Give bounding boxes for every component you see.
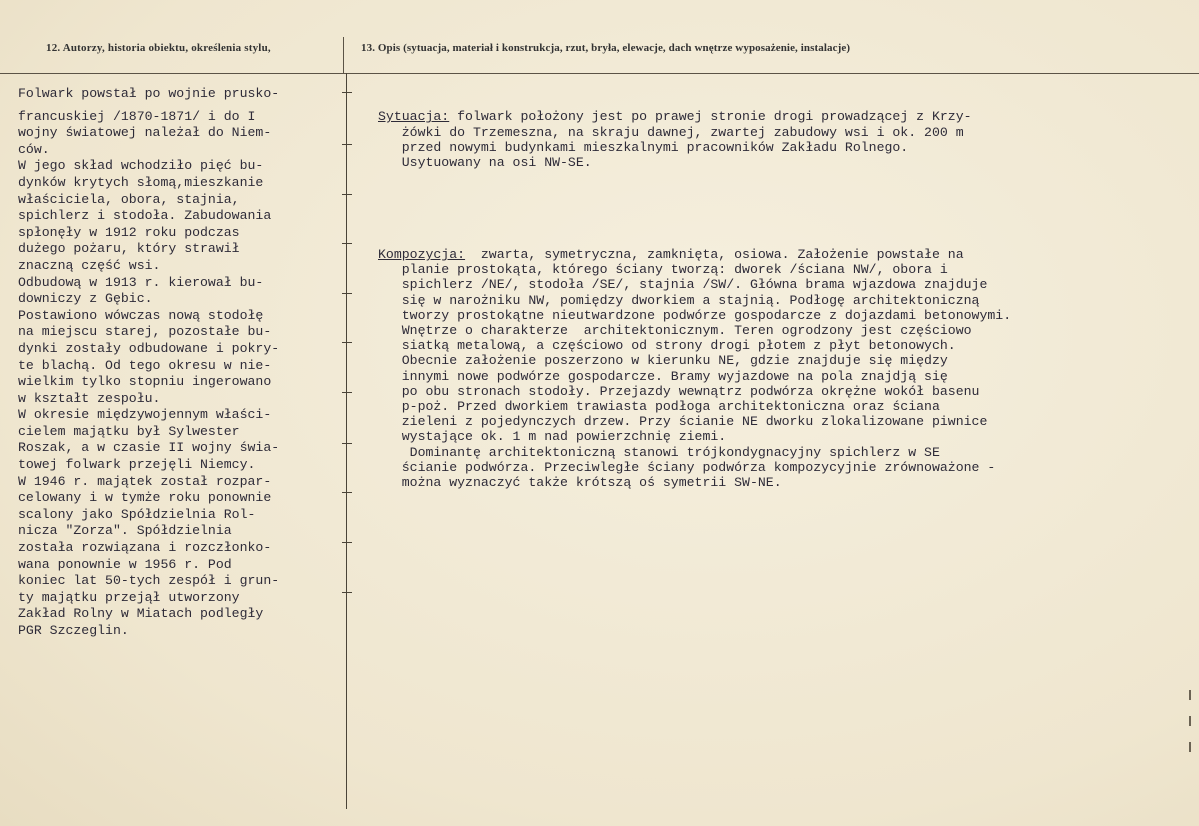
history-line: została rozwiązana i rozczłonko- (18, 540, 272, 556)
kompozycja-line: po obu stronach stodoły. Przejazdy wewnątrz podwórza okrężne wokół basenu (378, 383, 980, 399)
kompozycja-line: się w narożniku NW, pomiędzy dworkiem a stajnią. Podłogę architektoniczną (378, 292, 980, 308)
kompozycja-line: spichlerz /NE/, stodoła /SE/, stajnia /SW/. Główna brama wjazdowa znajduje (378, 277, 988, 293)
history-line: towej folwark przejęli Niemcy. (18, 457, 256, 473)
sytuacja-label: Sytuacja: (378, 109, 450, 125)
sytuacja-line: żówki do Trzemeszna, na skraju dawnej, zwartej zabudowy wsi i ok. 200 m (378, 124, 964, 140)
kompozycja-first-line: zwarta, symetryczna, zamknięta, osiowa. Założenie powstałe na (465, 247, 964, 263)
kompozycja-label: Kompozycja: (378, 247, 466, 263)
kompozycja-paragraph (378, 247, 1178, 490)
sytuacja-line: przed nowymi budynkami mieszkalnymi pracowników Zakładu Rolnego. (378, 139, 909, 155)
history-line: Roszak, a w czasie II wojny świa- (18, 440, 280, 456)
description-text (378, 79, 1178, 521)
kompozycja-line: siatką metalową, a częściowo od strony drogi płotem z płyt betonowych. (378, 338, 956, 354)
history-line: wielkim tylko stopniu ingerowano (18, 374, 272, 390)
kompozycja-line: Obecnie założenie poszerzono w kierunku NE, gdzie znajduje się między (378, 353, 948, 369)
kompozycja-line: planie prostokąta, którego ściany tworzą: dworek /ściana NW/, obora i (378, 262, 948, 278)
margin-mark (1189, 742, 1191, 752)
history-line: koniec lat 50-tych zespół i grun- (18, 573, 280, 589)
history-line: ców. (18, 141, 50, 157)
history-line: spichlerz i stodoła. Zabudowania (18, 208, 272, 224)
history-line: znaczną część wsi. (18, 257, 161, 273)
history-line: Zakład Rolny w Miatach podległy (18, 606, 264, 622)
kompozycja-line: p-poż. Przed dworkiem trawiasta podłoga architektoniczna oraz ściana (378, 399, 940, 415)
history-line: W 1946 r. majątek został rozpar- (18, 473, 272, 489)
kompozycja-line: Dominantę architektoniczną stanowi trójkondygnacyjny spichlerz w SE (378, 444, 940, 460)
section-12-label: 12. Autorzy, historia obiektu, określenia stylu, (46, 42, 271, 54)
history-line: wojny światowej należał do Niem- (18, 125, 272, 141)
history-line: dużego pożaru, który strawił (18, 241, 240, 257)
history-line: w kształt zespołu. (18, 390, 161, 406)
history-line: W okresie międzywojennym właści- (18, 407, 272, 423)
sytuacja-first-line: folwark położony jest po prawej stronie drogi prowadzącej z Krzy- (449, 109, 972, 125)
kompozycja-line: tworzy prostokątne nieutwardzone podwórze gospodarcze z dojazdami betonowymi. (378, 307, 1012, 323)
history-line: dynki zostały odbudowane i pokry- (18, 340, 280, 356)
kompozycja-line: innymi nowe podwórze gospodarcze. Bramy wyjazdowe na pola znajdją się (378, 368, 948, 384)
margin-mark (1189, 690, 1191, 700)
history-line: PGR Szczeglin. (18, 623, 129, 638)
sytuacja-line: Usytuowany na osi NW-SE. (378, 155, 592, 171)
history-line: właściciela, obora, stajnia, (18, 191, 240, 207)
section-13-label: 13. Opis (sytuacja, materiał i konstrukcja, rzut, bryła, elewacje, dach wnętrze wyposażenie, instalacje) (361, 42, 851, 54)
history-line: celowany i w tymże roku ponownie (18, 490, 272, 506)
history-line: cielem majątku był Sylwester (18, 423, 240, 439)
history-line: Postawiono wówczas nową stodołę (18, 307, 264, 323)
history-line: ty majątku przejął utworzony (18, 589, 240, 605)
history-line: na miejscu starej, pozostałe bu- (18, 324, 272, 340)
history-line: francuskiej /1870-1871/ i do I (18, 108, 256, 124)
form-header (0, 37, 1199, 74)
kompozycja-line: Wnętrze o charakterze architektonicznym. Teren ogrodzony jest częściowo (378, 323, 972, 339)
kompozycja-line: zieleni z pojedynczych drzew. Przy ścianie NE dworku zlokalizowane piwnice (378, 414, 988, 430)
history-line: W jego skład wchodziło pięć bu- (18, 158, 264, 174)
margin-mark (1189, 716, 1191, 726)
history-line: scalony jako Spółdzielnia Rol- (18, 506, 256, 522)
history-line: wana ponownie w 1956 r. Pod (18, 556, 232, 572)
kompozycja-line: można wyznaczyć także krótszą oś symetrii SW-NE. (378, 475, 782, 491)
sytuacja-paragraph (378, 109, 1178, 170)
history-line: downiczy z Gębic. (18, 291, 153, 307)
history-line: nicza "Zorza". Spółdzielnia (18, 523, 232, 539)
kompozycja-line: ścianie podwórza. Przeciwległe ściany podwórza kompozycyjnie zrównoważone - (378, 459, 996, 475)
history-line: dynków krytych słomą,mieszkanie (18, 174, 264, 190)
history-line: spłonęły w 1912 roku podczas (18, 224, 240, 240)
kompozycja-line: wystające ok. 1 m nad powierzchnię ziemi. (378, 429, 727, 445)
history-line: te blachą. Od tego okresu w nie- (18, 357, 272, 373)
history-line: Odbudową w 1913 r. kierował bu- (18, 274, 264, 290)
header-divider (343, 37, 344, 73)
history-line: Folwark powstał po wojnie prusko- (18, 86, 280, 101)
history-text (18, 86, 348, 640)
